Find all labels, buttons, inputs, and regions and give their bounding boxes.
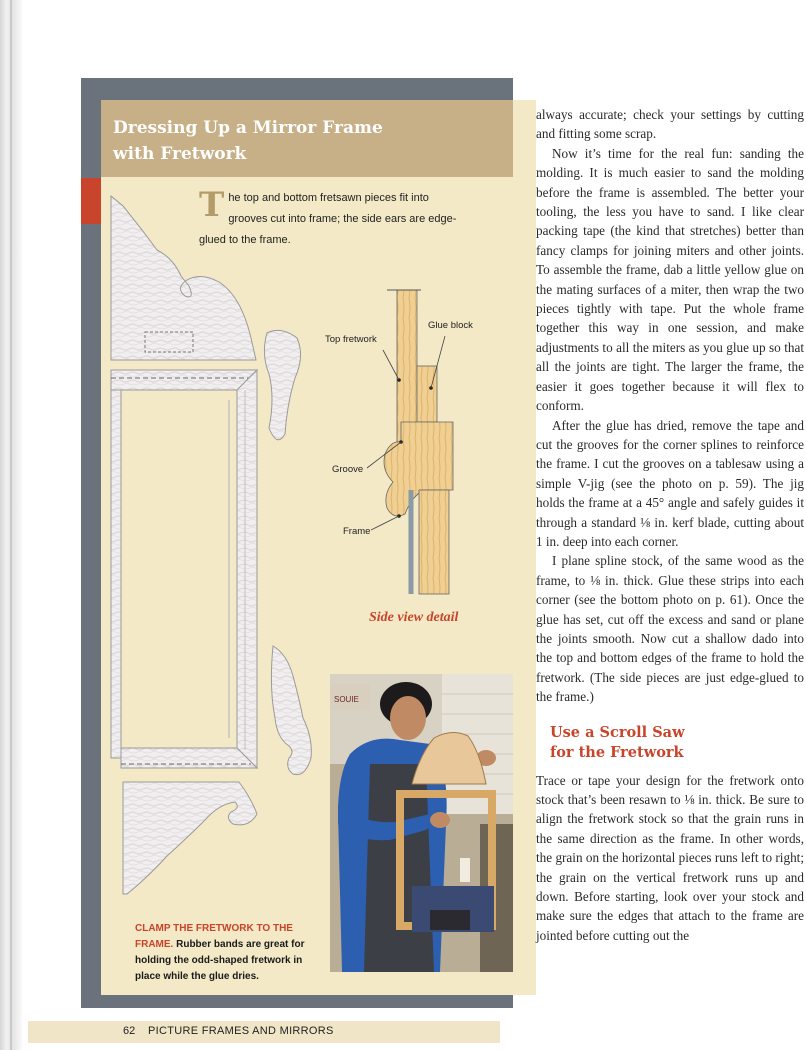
caption-text: Rubber bands are great for holding the odd-shaped fretwork in place while the glue dries. xyxy=(135,939,305,982)
body-column xyxy=(536,105,804,945)
sidebar-title-line2: with Fretwork xyxy=(113,144,247,164)
side-view-detail xyxy=(367,290,453,594)
paragraph-4: I plane spline stock, of the same wood as the frame, to ⅛ in. thick. Glue these strips into each corner (see the bottom photo on p. 61). Once the glue has set, cut off the excess and sand or plane the joints smooth. Now cut a shallow dado into the top and bottom edges of the frame to hold the fretwork. (The side pieces are just edge-glued to the frame.) xyxy=(536,553,804,705)
bottom-fretwork-piece xyxy=(123,782,257,894)
book-spine-line xyxy=(10,0,12,1050)
photo-sign: SOUIE xyxy=(334,695,359,704)
sidebar-title-line1: Dressing Up a Mirror Frame xyxy=(113,118,383,138)
sidebar-title xyxy=(113,115,503,167)
paragraph-1: always accurate; check your settings by cutting and fitting some scrap. xyxy=(536,107,804,142)
frame-top-rail xyxy=(111,370,257,390)
intro-text: he top and bottom fretsawn pieces fit into grooves cut into frame; the side ears are edge-glued to the frame. xyxy=(199,192,457,246)
label-frame: Frame xyxy=(343,526,371,537)
paragraph-5: Trace or tape your design for the fretwork onto stock that’s been resawn to ⅛ in. thick. Be sure to align the fretwork stock so that the grain runs in the same direction as the frame. In other words, the grain on the horizontal pieces runs left to right; the grain on the vertical fretwork runs up and down. Before starting, look over your stock and make sure the edges that attach to the frame are jointed before cutting out the xyxy=(536,772,804,943)
frame-bottom-rail xyxy=(121,748,257,768)
label-top-fretwork: Top fretwork xyxy=(325,334,377,345)
paragraph-3: After the glue has dried, remove the tape and cut the grooves for the corner splines to reinforce the frame. I cut the grooves on a tablesaw using a simple V-jig (see the photo on p. 59). The jig holds the frame at a 45° angle and safely guides it through a standard ⅛ in. kerf blade, cutting about 1 in. deep into each corner. xyxy=(536,417,804,549)
workshop-photo xyxy=(330,674,513,972)
photo-caption xyxy=(135,921,325,985)
red-accent-tab xyxy=(81,178,101,224)
running-head: PICTURE FRAMES AND MIRRORS xyxy=(148,1025,334,1037)
section-heading-line2: for the Fretwork xyxy=(550,743,684,761)
top-fretwork-piece xyxy=(111,196,256,360)
caption-lead: CLAMP THE FRETWORK TO THE FRAME. xyxy=(135,923,293,950)
section-heading xyxy=(550,723,804,763)
drop-cap: T xyxy=(199,185,225,225)
label-groove: Groove xyxy=(332,464,364,475)
paragraph-2: Now it’s time for the real fun: sanding the molding. It is much easier to sand the molding before the frame is assembled. The better your tooling, the less you have to sand. I like clear packing tape (the kind that stretches) better than fancy clamps for joining miters and other joints. To assemble the frame, dab a little yellow glue on the mating surfaces of a miter, then wrap the two pieces tightly with tape. Put the whole frame together this way in one session, and make adjustments to all the miters as you glue up so that all the joints are tight. The larger the frame, the easier it goes together because it will flex to conform. xyxy=(536,145,804,414)
section-heading-line1: Use a Scroll Saw xyxy=(550,723,685,741)
side-ear-bottom xyxy=(271,646,311,775)
label-glue-block: Glue block xyxy=(428,320,473,331)
side-ear-top xyxy=(264,330,300,439)
frame-right-rail xyxy=(237,370,257,768)
label-side-view-detail: Side view detail xyxy=(369,610,459,625)
page-number: 62 xyxy=(123,1025,136,1037)
workshop-photo-illustration xyxy=(330,674,513,972)
frame-left-rail xyxy=(111,370,121,758)
